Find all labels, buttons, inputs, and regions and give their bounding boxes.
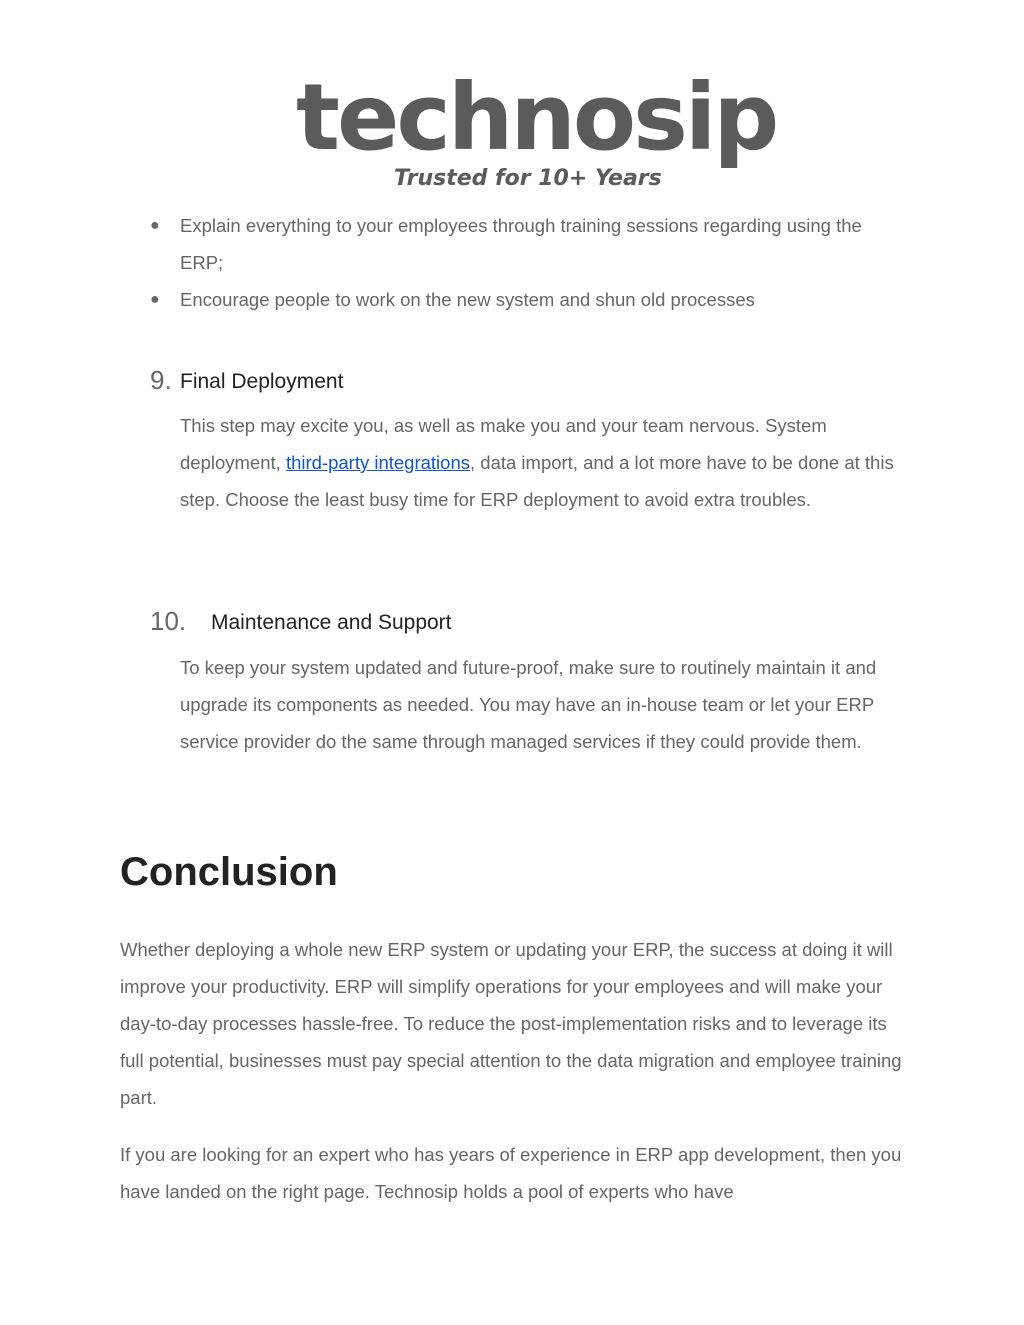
logo-wordmark: technosip	[296, 64, 777, 171]
conclusion-heading: Conclusion	[120, 850, 338, 894]
step-body: To keep your system updated and future-proof, make sure to routinely maintain it and upgrade its components as needed. You may have an in-house team or let your ERP service provider do the same through managed services if they could provide them.	[180, 657, 877, 752]
step-body: This step may excite you, as well as make you and your team nervous. System deployment, third-party integrations, data import, and a lot more have to be done at this step. Choose the least busy time for ERP deployment to avoid extra troubles.	[180, 415, 894, 510]
bullet-item: Encourage people to work on the new system and shun old processes	[180, 289, 755, 310]
company-logo	[296, 64, 777, 194]
step-title: Final Deployment	[180, 370, 344, 393]
conclusion-paragraph: Whether deploying a whole new ERP system or updating your ERP, the success at doing it will improve your productivity. ERP will simplify operations for your employees and will make your day-to-day processes hassle-free. To reduce the post-implementation risks and to leverage its full potential, businesses must pay special attention to the data migration and employee training part.	[120, 939, 902, 1108]
bullet-icon: ●	[150, 291, 160, 308]
conclusion-paragraph: If you are looking for an expert who has years of experience in ERP app development, then you have landed on the right page. Technosip holds a pool of experts who have	[120, 1144, 902, 1202]
bullet-item: Explain everything to your employees through training sessions regarding using the ERP;	[180, 215, 862, 273]
logo-tagline: Trusted for 10+ Years	[394, 166, 662, 191]
bullet-icon: ●	[150, 217, 160, 234]
third-party-integrations-link[interactable]: third-party integrations	[285, 452, 470, 473]
step-title: Maintenance and Support	[211, 611, 452, 634]
step-number: 9.	[150, 365, 172, 395]
step-number: 10.	[150, 606, 187, 636]
